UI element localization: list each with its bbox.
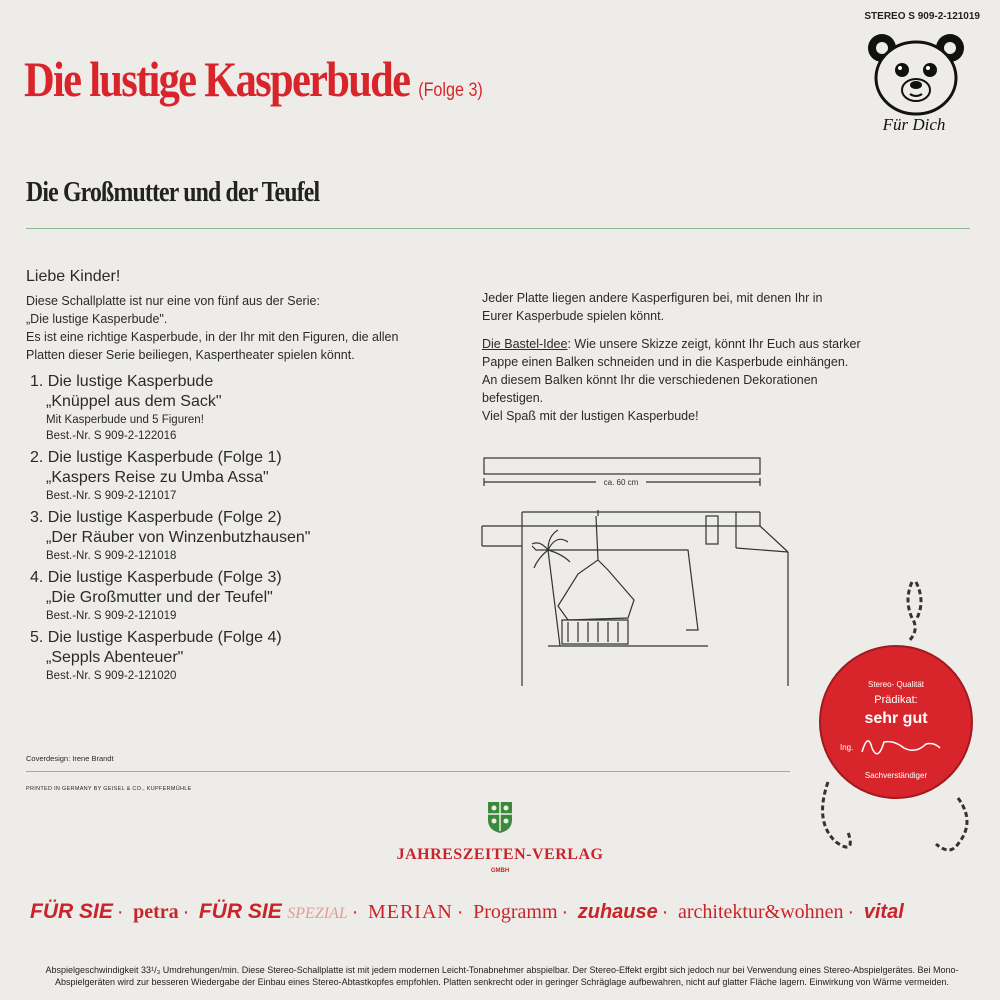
text-line: befestigen. — [482, 391, 544, 405]
text-line: An diesem Balken könnt Ihr die verschiedenen Dekorationen — [482, 373, 818, 387]
divider-top — [26, 228, 970, 229]
record-title: „Die Großmutter und der Teufel" — [46, 589, 273, 606]
list-item — [30, 628, 470, 684]
seal-line: Sachverständiger — [864, 771, 928, 780]
bastel-paragraph — [482, 335, 932, 425]
greeting: Liebe Kinder! — [26, 268, 121, 285]
episode-title: Die Großmutter und der Teufel — [26, 176, 320, 208]
album-title-suffix: (Folge 3) — [418, 80, 483, 101]
magazine-zuhause: zuhause — [577, 901, 658, 923]
beam-sketch — [484, 458, 760, 474]
record-title: „Knüppel aus dem Sack" — [46, 393, 222, 410]
text-line: Viel Spaß mit der lustigen Kasperbude! — [482, 409, 699, 423]
text-line: Pappe einen Balken schneiden und in die Kasperbude einhängen. — [482, 355, 849, 369]
record-heading: 3. Die lustige Kasperbude (Folge 2) — [30, 509, 282, 526]
intro-text — [26, 292, 466, 364]
magazine-spezial: SPEZIAL — [287, 905, 348, 922]
puppet-stage-sketch — [478, 450, 798, 690]
record-title: „Seppls Abenteuer" — [46, 649, 184, 666]
record-heading: 5. Die lustige Kasperbude (Folge 4) — [30, 629, 282, 646]
text-line — [482, 335, 932, 353]
divider-bottom — [26, 771, 790, 772]
record-heading: 4. Die lustige Kasperbude (Folge 3) — [30, 569, 282, 586]
record-order-number: Best.-Nr. S 909-2-121019 — [46, 610, 177, 622]
seal-rating: sehr gut — [864, 710, 928, 727]
record-heading: 2. Die lustige Kasperbude (Folge 1) — [30, 449, 282, 466]
figures-paragraph — [482, 289, 932, 325]
catalog-number: STEREO S 909-2-121019 — [864, 11, 980, 22]
quality-seal — [808, 572, 990, 872]
magazine-list: FÜR SIE · petra · FÜR SIE SPEZIAL · MERIAN · Programm · zuhause · architektur&wohnen · vital — [30, 900, 904, 923]
cover-design-credit: Coverdesign: Irene Brandt — [26, 754, 114, 763]
album-title-text: Die lustige Kasperbude — [24, 51, 410, 107]
magazine-vital: vital — [863, 901, 904, 923]
record-order-number: Best.-Nr. S 909-2-121017 — [46, 490, 177, 502]
text-line: Eurer Kasperbude spielen könnt. — [482, 309, 665, 323]
list-item — [30, 448, 470, 504]
list-item — [30, 372, 470, 444]
magazine-fuer-sie: FÜR SIE — [30, 900, 113, 923]
dimension-label: ca. 60 cm — [603, 478, 639, 487]
magazine-programm: Programm — [473, 901, 558, 923]
right-column-text — [482, 289, 932, 435]
publisher-name: JAHRESZEITEN-VERLAG — [396, 846, 604, 863]
logo-text: Für Dich — [882, 115, 946, 134]
record-order-number: Best.-Nr. S 909-2-122016 — [46, 430, 177, 442]
intro-line: Es ist eine richtige Kasperbude, in der Ihr mit den Figuren, die allen — [26, 330, 399, 344]
list-item — [30, 568, 470, 624]
magazine-merian: MERIAN — [367, 901, 453, 923]
seal-line: Ing. — [840, 743, 854, 752]
seal-line: Stereo- Qualität — [867, 680, 925, 689]
record-order-number: Best.-Nr. S 909-2-121020 — [46, 670, 177, 682]
intro-line: Diese Schallplatte ist nur eine von fünf aus der Serie: — [26, 294, 320, 308]
bastel-label: Die Bastel-Idee — [482, 337, 568, 351]
teddy-bear-icon — [862, 30, 972, 142]
list-item — [30, 508, 470, 564]
printed-note: PRINTED IN GERMANY BY GEISEL & CO., KUPFERMÜHLE — [26, 786, 192, 792]
publisher-suffix: GMBH — [490, 868, 510, 874]
playback-notice: Abspielgeschwindigkeit 33¹/₃ Umdrehungen/min. Diese Stereo-Schallplatte ist mit jedem modernen Leicht-Tonabnehmer abspielbar. Der Stereo-Effekt ergibt sich jedoch nur bei Verwendung eines Stereo-Abspielgerätes. Bei Mono-Abspielgeräten wird zur besseren Wiedergabe der Einbau eines Stereo-Abtastkopfes empfohlen. Platten senkrecht oder in geringer Schräglage aufbewahren, nicht auf glatter Fläche lagern. Einwirkung von Wärme vermeiden. — [45, 965, 959, 987]
album-title — [24, 50, 483, 108]
intro-line: Platten dieser Serie beiliegen, Kaspertheater spielen könnt. — [26, 348, 355, 362]
intro-line: „Die lustige Kasperbude". — [26, 312, 168, 326]
magazine-architektur-wohnen: architektur&wohnen — [678, 901, 844, 923]
magazine-fuer-sie-spezial: FÜR SIE — [198, 900, 282, 923]
text-line: Jeder Platte liegen andere Kasperfiguren bei, mit denen Ihr in — [482, 291, 823, 305]
publisher-emblem-icon — [486, 800, 514, 834]
record-note: Mit Kasperbude und 5 Figuren! — [46, 414, 204, 426]
stage-frame — [482, 510, 788, 686]
record-order-number: Best.-Nr. S 909-2-121018 — [46, 550, 177, 562]
bastel-text: : Wie unsere Skizze zeigt, könnt Ihr Euch aus starker — [567, 337, 861, 351]
seal-line: Prädikat: — [874, 694, 918, 706]
record-title: „Der Räuber von Winzenbutzhausen" — [46, 529, 311, 546]
record-heading: 1. Die lustige Kasperbude — [30, 373, 214, 390]
record-list — [30, 372, 470, 688]
record-title: „Kaspers Reise zu Umba Assa" — [46, 469, 269, 486]
magazine-petra: petra — [133, 901, 179, 923]
